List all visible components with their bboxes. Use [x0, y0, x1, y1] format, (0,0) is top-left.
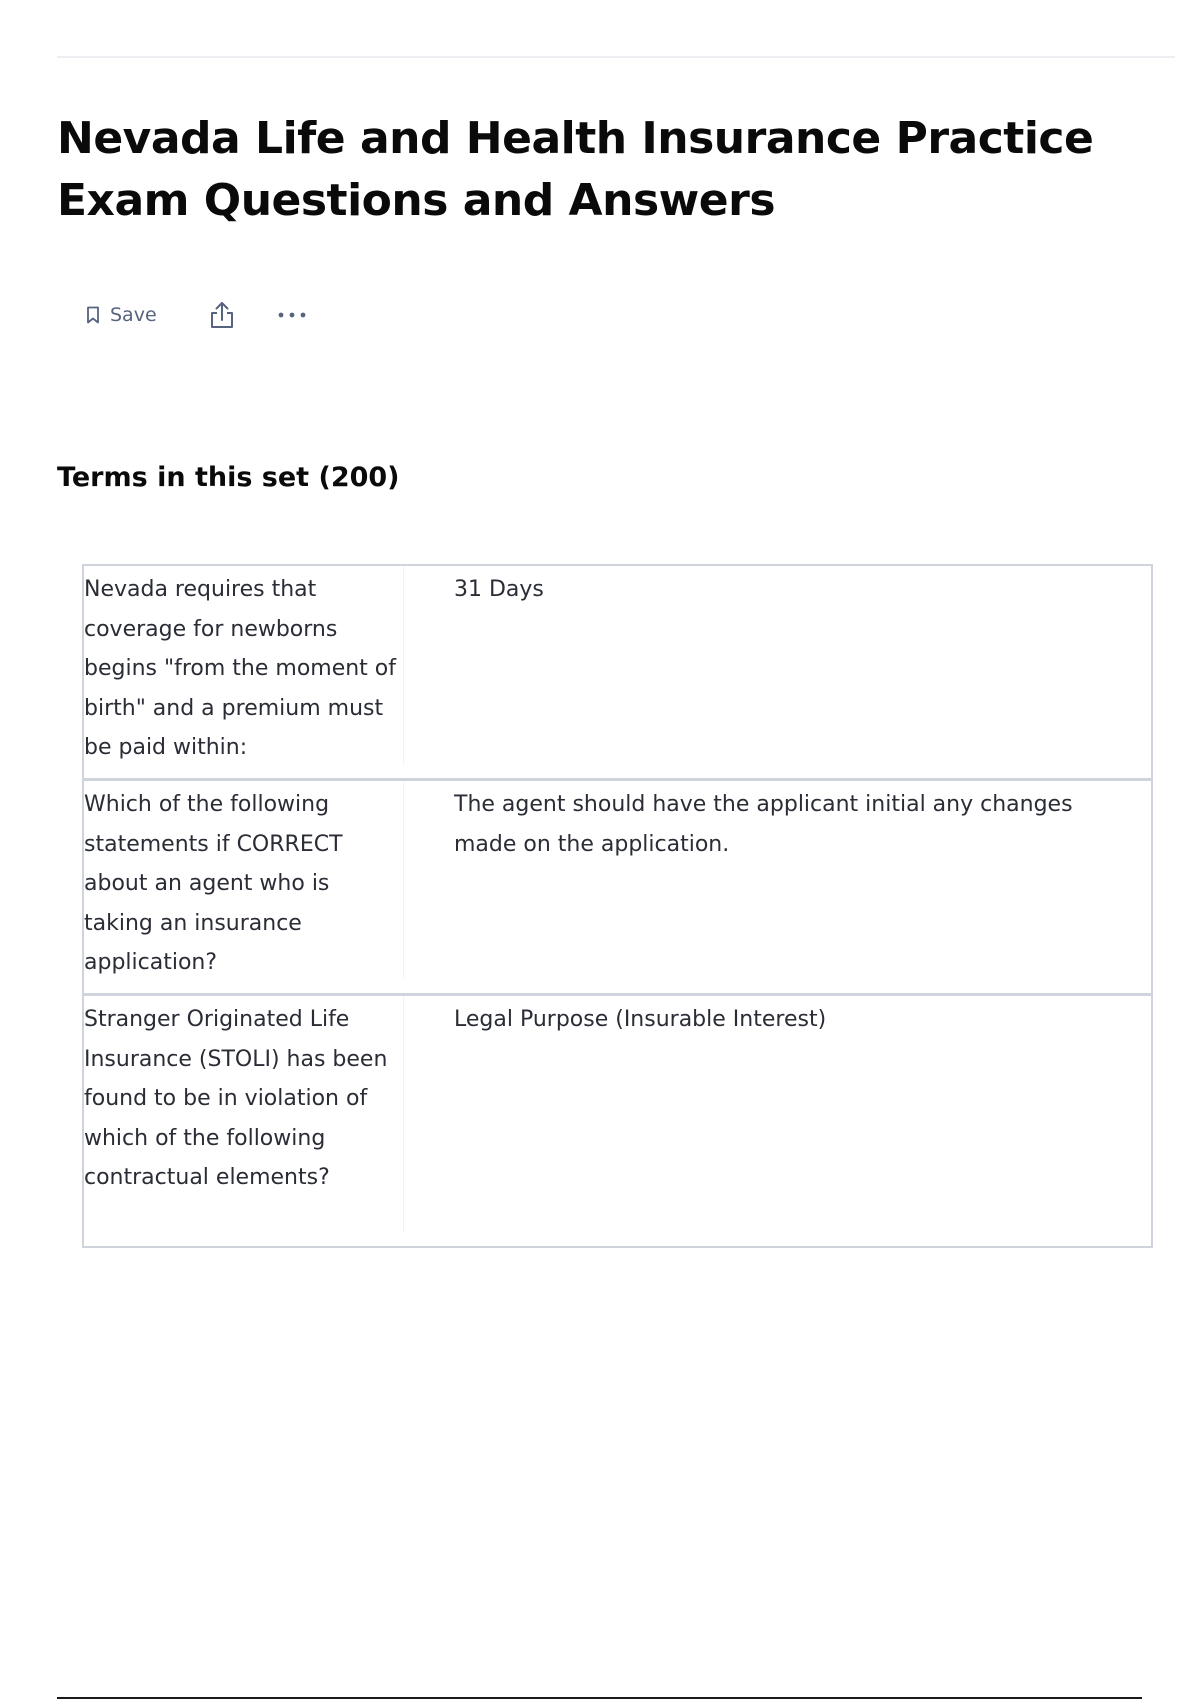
definition-text: 31 Days — [454, 577, 544, 602]
more-options-icon — [277, 311, 307, 319]
bottom-divider — [57, 1697, 1142, 1699]
term-card[interactable] — [84, 566, 1151, 778]
save-button[interactable] — [86, 304, 157, 326]
terms-table — [82, 564, 1153, 1248]
term-card[interactable] — [84, 778, 1151, 993]
page-title: Nevada Life and Health Insurance Practice Exam Questions and Answers — [57, 113, 1094, 226]
top-divider — [57, 56, 1175, 58]
term-text: Stranger Originated Life Insurance (STOLI) has been found to be in violation of which of the following contractual elements? — [84, 996, 404, 1232]
set-toolbar — [86, 297, 307, 333]
bookmark-icon — [86, 306, 100, 324]
save-button-label: Save — [110, 304, 157, 326]
share-button[interactable] — [209, 300, 235, 330]
definition-text: The agent should have the applicant initial any changes made on the application. — [454, 792, 1073, 857]
term-card[interactable] — [84, 993, 1151, 1246]
more-options-button[interactable] — [277, 311, 307, 319]
terms-set-heading: Terms in this set (200) — [57, 462, 400, 493]
share-icon — [209, 300, 235, 330]
term-text: Which of the following statements if CORRECT about an agent who is taking an insurance application? — [84, 781, 404, 979]
term-text: Nevada requires that coverage for newborns begins "from the moment of birth" and a premium must be paid within: — [84, 566, 404, 764]
definition-text: Legal Purpose (Insurable Interest) — [454, 1007, 827, 1032]
